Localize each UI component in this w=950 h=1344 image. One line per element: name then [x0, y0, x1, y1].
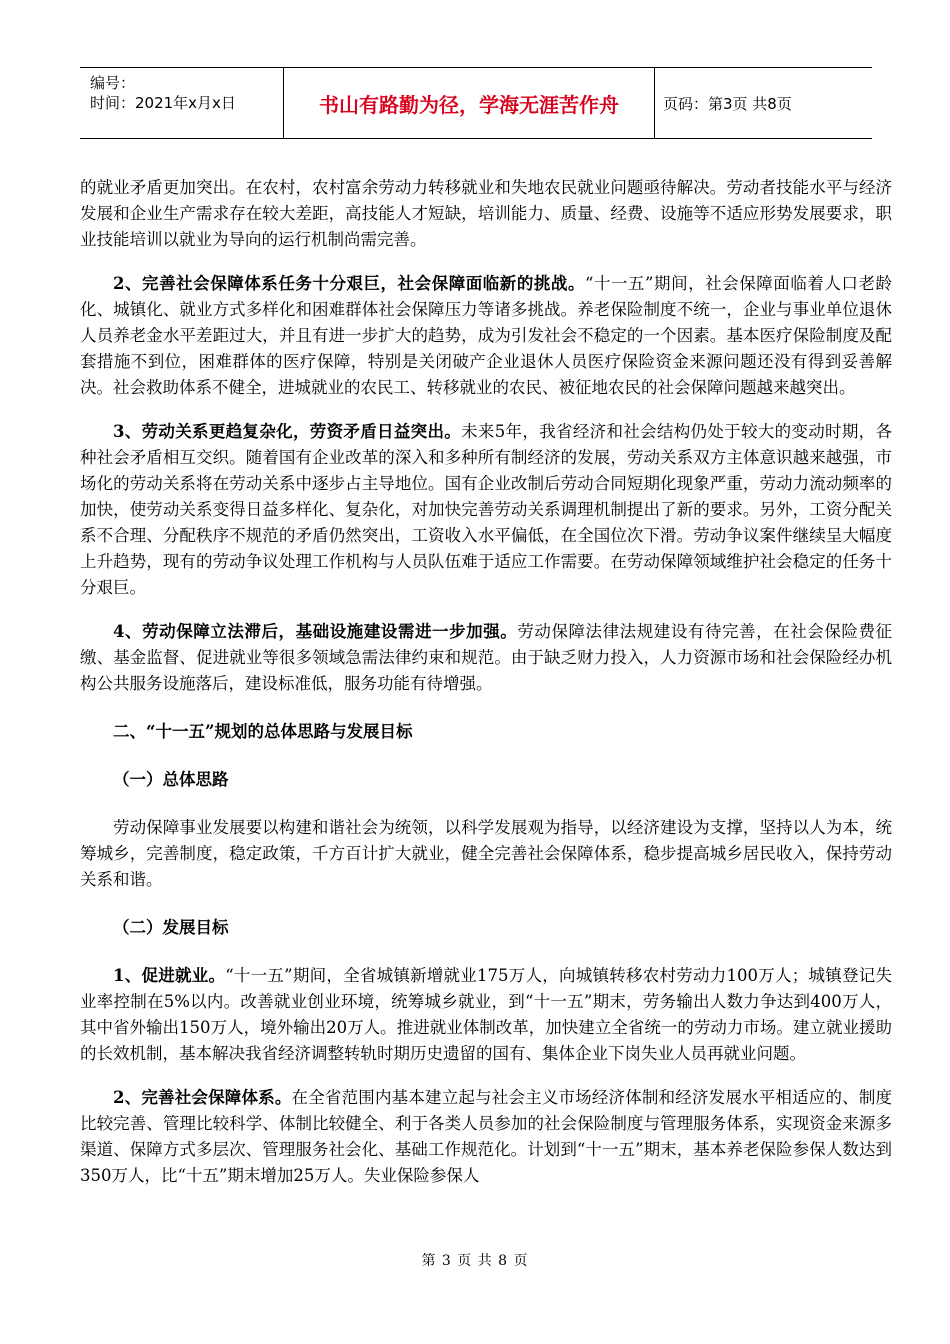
paragraph-lead: 3、劳动关系更趋复杂化，劳资矛盾日益突出。	[113, 422, 462, 441]
time-label: 时间：2021年x月x日	[90, 94, 236, 112]
header-meta	[80, 68, 283, 138]
document-body	[80, 175, 892, 1189]
paragraph: 2、完善社会保障体系。在全省范围内基本建立起与社会主义市场经济体制和经济发展水平相适应的、制度比较完善、管理比较科学、体制比较健全、利于各类人员参加的社会保险制度与管理服务体系，实现资金来源多渠道、保障方式多层次、管理服务社会化、基础工作规范化。计划到“十一五”期末，基本养老保险参保人数达到350万人，比“十五”期末增加25万人。失业保险参保人	[80, 1088, 893, 1185]
paragraph: 3、劳动关系更趋复杂化，劳资矛盾日益突出。未来5年，我省经济和社会结构仍处于较大的变动时期，各种社会矛盾相互交织。随着国有企业改革的深入和多种所有制经济的发展，劳动关系双方主体意识越来越强，市场化的劳动关系将在劳动关系中逐步占主导地位。国有企业改制后劳动合同短期化现象严重，劳动力流动频率的加快，使劳动关系变得日益多样化、复杂化，对加快完善劳动关系调理机制提出了新的要求。另外，工资分配关系不合理、分配秩序不规范的矛盾仍然突出，工资收入水平偏低，在全国位次下滑。劳动争议案件继续呈大幅度上升趋势，现有的劳动争议处理工作机构与人员队伍难于适应工作需要。在劳动保障领域维护社会稳定的任务十分艰巨。	[80, 422, 892, 597]
paragraph-lead: 4、劳动保障立法滞后，基础设施建设需进一步加强。	[113, 622, 518, 641]
paragraph: 劳动保障事业发展要以构建和谐社会为统领，以科学发展观为指导，以经济建设为支撑，坚持以人为本，统筹城乡，完善制度，稳定政策，千方百计扩大就业，健全完善社会保障体系，稳步提高城乡居民收入，保持劳动关系和谐。	[80, 818, 892, 889]
paragraph-lead: 1、促进就业。	[113, 966, 226, 985]
header-motto: 书山有路勤为径，学海无涯苦作舟	[283, 68, 655, 138]
paragraph: 4、劳动保障立法滞后，基础设施建设需进一步加强。劳动保障法律法规建设有待完善，在社会保险费征缴、基金监督、促进就业等很多领域急需法律约束和规范。由于缺乏财力投入，人力资源市场和社会保险经办机构公共服务设施落后，建设标准低，服务功能有待增强。	[80, 622, 893, 693]
page-header	[80, 67, 872, 139]
number-label: 编号：	[90, 74, 136, 92]
paragraph: 的就业矛盾更加突出。在农村，农村富余劳动力转移就业和失地农民就业问题亟待解决。劳动者技能水平与经济发展和企业生产需求存在较大差距，高技能人才短缺，培训能力、质量、经费、设施等不适应形势发展要求，职业技能培训以就业为导向的运行机制尚需完善。	[80, 178, 892, 249]
subsection-heading: （二）发展目标	[113, 918, 229, 937]
subsection-heading: （一）总体思路	[113, 770, 229, 789]
header-page-info: 页码：第3页 共8页	[663, 94, 792, 113]
page-footer: 第 3 页 共 8 页	[421, 1253, 529, 1269]
paragraph: 2、完善社会保障体系任务十分艰巨，社会保障面临新的挑战。“十一五”期间，社会保障面临着人口老龄化、城镇化、就业方式多样化和困难群体社会保障压力等诸多挑战。养老保险制度不统一，企业与事业单位退休人员养老金水平差距过大，并且有进一步扩大的趋势，成为引发社会不稳定的一个因素。基本医疗保险制度及配套措施不到位，困难群体的医疗保障，特别是关闭破产企业退休人员医疗保险资金来源问题还没有得到妥善解决。社会救助体系不健全，进城就业的农民工、转移就业的农民、被征地农民的社会保障问题越来越突出。	[80, 274, 892, 397]
section-heading: 二、“十一五”规划的总体思路与发展目标	[113, 722, 413, 741]
paragraph-lead: 2、完善社会保障体系任务十分艰巨，社会保障面临新的挑战。	[113, 274, 585, 293]
paragraph-lead: 2、完善社会保障体系。	[113, 1088, 292, 1107]
paragraph: 1、促进就业。“十一五”期间，全省城镇新增就业175万人，向城镇转移农村劳动力100万人；城镇登记失业率控制在5%以内。改善就业创业环境，统筹城乡就业，到“十一五”期末，劳务输出人数力争达到400万人，其中省外输出150万人，境外输出20万人。推进就业体制改革，加快建立全省统一的劳动力市场。建立就业援助的长效机制，基本解决我省经济调整转轨时期历史遗留的国有、集体企业下岗失业人员再就业问题。	[80, 966, 892, 1063]
